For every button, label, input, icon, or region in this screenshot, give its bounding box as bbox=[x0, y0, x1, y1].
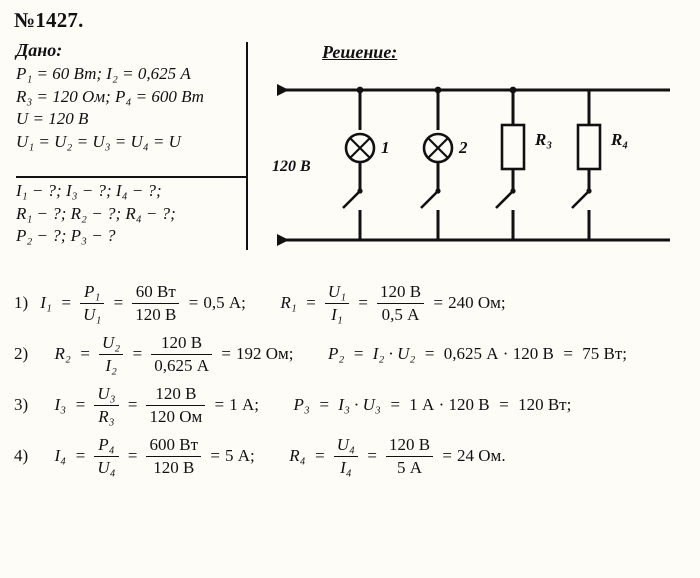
fraction bbox=[377, 282, 424, 324]
find-line: P₂ − ?; P₃ − ? bbox=[16, 226, 116, 246]
fraction-denominator: U₄ bbox=[97, 457, 116, 477]
step-lhs: I₁ bbox=[40, 293, 52, 313]
fraction-denominator: R₃ bbox=[98, 406, 115, 426]
step-result: 75 Вт; bbox=[582, 344, 628, 364]
fraction-denominator: I₂ bbox=[105, 355, 117, 375]
fraction-numerator: U₂ bbox=[99, 333, 123, 355]
fraction bbox=[151, 333, 212, 375]
fraction bbox=[325, 282, 349, 324]
step-lhs: P₃ bbox=[293, 395, 310, 415]
given-block bbox=[16, 40, 244, 153]
fraction bbox=[80, 282, 104, 324]
fraction bbox=[94, 384, 118, 426]
step-lhs: R₁ bbox=[280, 293, 297, 313]
fraction-numerator: 120 В bbox=[146, 384, 205, 406]
lamp-1-label: 1 bbox=[381, 138, 390, 157]
fraction-denominator: 120 Ом bbox=[149, 406, 203, 426]
given-line: P₁ = 60 Вт; I₂ = 0,625 А bbox=[16, 64, 191, 83]
step-index: 4) bbox=[14, 446, 29, 466]
fraction-denominator: 120 В bbox=[135, 304, 177, 324]
step-product: I₂ · U₂ bbox=[372, 344, 416, 364]
fraction-numerator: U₁ bbox=[325, 282, 349, 304]
fraction bbox=[146, 435, 201, 477]
fraction-numerator: 60 Вт bbox=[132, 282, 179, 304]
find-line: R₁ − ?; R₂ − ?; R₄ − ?; bbox=[16, 203, 176, 223]
section-divider bbox=[246, 42, 248, 250]
step-result: 120 Вт; bbox=[518, 395, 572, 415]
step-row: 4) I₄ = $\frac{\text{P₄}}{\text{U₄}}$ = $\frac{600 Вт}{120 В}$ = 5 А; R₄ = $\frac{\text{U₄}}{\text{I₄}}$ = $\frac{120 В}{5 А}$ = 24 Ом. bbox=[14, 435, 506, 477]
fraction-numerator: P₄ bbox=[94, 435, 118, 457]
given-line: U = 120 В bbox=[16, 109, 89, 129]
fraction bbox=[386, 435, 433, 477]
find-line: I₁ − ?; I₃ − ?; I₄ − ?; bbox=[16, 181, 162, 200]
fraction-denominator: 5 А bbox=[396, 457, 423, 477]
fraction bbox=[132, 282, 179, 324]
solution-label: Решение: bbox=[322, 42, 398, 62]
resistor-3-label: R₃ bbox=[535, 130, 553, 149]
fraction-numerator: 120 В bbox=[151, 333, 212, 355]
fraction-denominator: U₁ bbox=[83, 304, 102, 324]
fraction-numerator: 120 В bbox=[386, 435, 433, 457]
step-result: 192 Ом; bbox=[235, 344, 294, 364]
fraction-numerator: U₃ bbox=[94, 384, 118, 406]
given-label: Дано: bbox=[16, 40, 63, 60]
step-index: 1) bbox=[14, 293, 29, 313]
fraction bbox=[99, 333, 123, 375]
fraction-denominator: I₁ bbox=[331, 304, 343, 324]
fraction-numerator: 120 В bbox=[377, 282, 424, 304]
step-result: 5 А; bbox=[225, 446, 255, 466]
circuit-diagram bbox=[255, 70, 685, 260]
fraction bbox=[334, 435, 358, 477]
find-block bbox=[16, 180, 244, 248]
fraction-numerator: P₁ bbox=[80, 282, 104, 304]
given-divider bbox=[16, 176, 246, 178]
given-line: R₃ = 120 Ом; P₄ = 600 Вт bbox=[16, 86, 204, 106]
fraction-numerator: 600 Вт bbox=[146, 435, 201, 457]
lamp-2-label: 2 bbox=[459, 138, 468, 157]
step-lhs: I₃ bbox=[54, 395, 67, 415]
step-result: 240 Ом; bbox=[448, 293, 506, 313]
problem-number: №1427. bbox=[14, 8, 84, 32]
step-lhs: I₄ bbox=[54, 446, 67, 466]
resistor-4-label: R₄ bbox=[611, 130, 629, 149]
step-product: I₃ · U₃ bbox=[338, 395, 381, 415]
step-result: 1 А; bbox=[229, 395, 260, 415]
step-lhs: P₂ bbox=[327, 344, 345, 364]
fraction bbox=[94, 435, 118, 477]
step-product-values: 0,625 А · 120 В bbox=[443, 344, 554, 364]
step-row: 2) R₂ = $\frac{\text{U₂}}{\text{I₂}}$ = $\frac{120 В}{0,625 А}$ = 192 Ом; P₂ = I₂ · U₂ = 0,625 А · 120 В = 75 Вт; bbox=[14, 333, 628, 375]
fraction-denominator: 0,625 А bbox=[154, 355, 209, 375]
step-row: 3) I₃ = $\frac{\text{U₃}}{\text{R₃}}$ = $\frac{120 В}{120 Ом}$ = 1 А; P₃ = I₃ · U₃ = 1 А · 120 В = 120 Вт; bbox=[14, 384, 572, 426]
step-lhs: R₄ bbox=[289, 446, 306, 466]
fraction-denominator: I₄ bbox=[340, 457, 352, 477]
step-lhs: R₂ bbox=[54, 344, 71, 364]
source-voltage-label: 120 В bbox=[272, 158, 311, 175]
fraction-denominator: 0,5 А bbox=[381, 304, 420, 324]
step-index: 2) bbox=[14, 344, 29, 364]
step-row: 1) I₁ = $\frac{\text{P₁}}{\text{U₁}}$ = $\frac{60 Вт}{120 В}$ = 0,5 А; R₁ = $\frac{\text{U₁}}{\text{I₁}}$ = $\frac{120 В}{0,5 А}$ = 240 Ом; bbox=[14, 282, 506, 324]
step-result: 24 Ом. bbox=[457, 446, 506, 466]
given-line: U₁ = U₂ = U₃ = U₄ = U bbox=[16, 131, 181, 151]
fraction-numerator: U₄ bbox=[334, 435, 358, 457]
fraction bbox=[146, 384, 205, 426]
solution-steps bbox=[14, 282, 690, 486]
step-result: 0,5 А; bbox=[203, 293, 246, 313]
step-index: 3) bbox=[14, 395, 29, 415]
fraction-denominator: 120 В bbox=[153, 457, 195, 477]
step-product-values: 1 А · 120 В bbox=[409, 395, 490, 415]
